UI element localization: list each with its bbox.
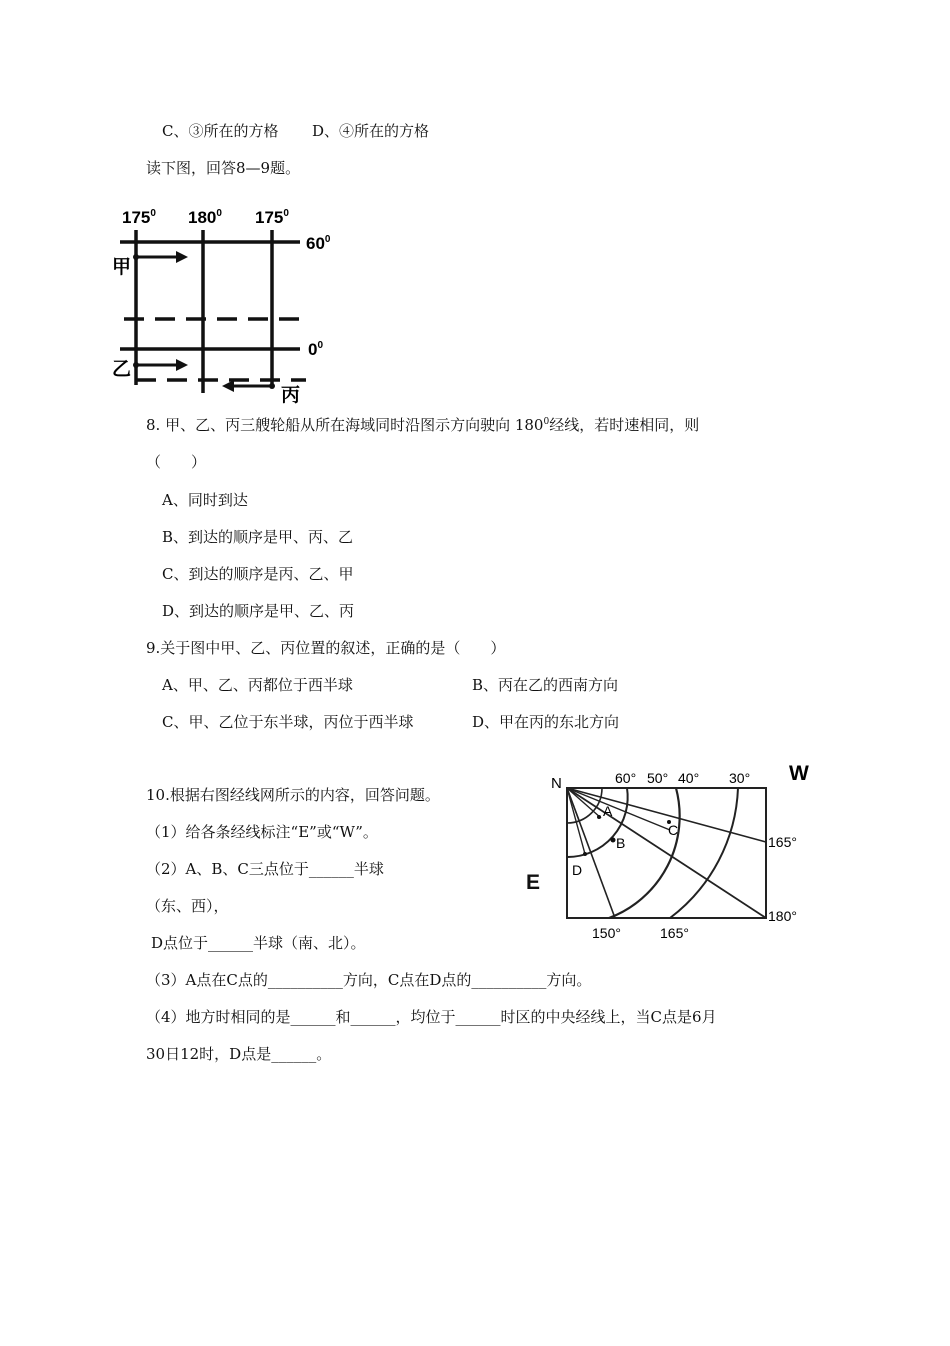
intro-text: 读下图，回答8—9题。: [146, 159, 301, 177]
q10-part4a: （4）地方时相同的是______和______，均位于______时区的中央经线上，当C点是6月: [146, 1008, 717, 1026]
q8-answer-blank: （ ）: [146, 453, 207, 471]
q10-part1: （1）给各条经线标注“E”或“W”。: [146, 823, 378, 841]
ship-bing-arrowhead: [222, 380, 234, 392]
label-lat-30: 30°: [729, 770, 751, 786]
label-ship-jia: 甲: [112, 257, 132, 278]
ship-jia-arrowhead: [176, 251, 188, 263]
lat-arc-40: [609, 788, 680, 918]
q7-option-c: C、③所在的方格: [162, 122, 279, 140]
figure-ship-grid: [110, 205, 340, 405]
label-lat-60: 60°: [615, 770, 637, 786]
label-E: E: [526, 871, 541, 894]
label-point-A: A: [603, 803, 613, 819]
label-lat-40: 40°: [678, 770, 700, 786]
label-lat-60: $60^0$: [306, 234, 331, 253]
q10-part3: （3）A点在C点的__________方向，C点在D点的__________方向。: [146, 971, 592, 989]
q10-part2b: （东、西），: [146, 897, 229, 915]
point-A: [597, 815, 601, 819]
label-lon-175-left: $175^0$: [122, 208, 156, 227]
q8-stem-sup: 0: [543, 417, 550, 427]
label-lat-50: 50°: [647, 770, 669, 786]
q8-stem: [146, 415, 699, 435]
label-ship-bing: 丙: [281, 385, 301, 405]
label-lon-150-bottom: 150°: [592, 925, 621, 941]
label-point-B: B: [616, 835, 626, 851]
q9-option-a: A、甲、乙、丙都位于西半球: [162, 676, 353, 694]
q9-option-b: B、丙在乙的西南方向: [472, 676, 619, 694]
label-lon-180: $180^0$: [188, 208, 222, 227]
point-B: [611, 838, 616, 843]
label-lon-175-right: $175^0$: [255, 208, 289, 227]
figure-polar-grid: [545, 760, 845, 950]
q8-stem-after: 经线，若时速相同，则: [549, 416, 700, 434]
q8-option-c: C、到达的顺序是丙、乙、甲: [162, 565, 354, 583]
label-lat-0: $0^0$: [308, 340, 324, 359]
q8-option-d: D、到达的顺序是甲、乙、丙: [162, 602, 355, 620]
q7-option-d: D、④所在的方格: [312, 122, 430, 140]
ship-yi-arrowhead: [176, 359, 188, 371]
meridian-ray-3: [567, 788, 670, 830]
q9-stem: 9.关于图中甲、乙、丙位置的叙述，正确的是（ ）: [146, 639, 506, 657]
q10-part4b: 30日12时，D点是______。: [146, 1045, 332, 1063]
q10-part2c: D点位于______半球（南、北）。: [151, 934, 366, 952]
label-point-D: D: [572, 862, 583, 878]
q8-option-b: B、到达的顺序是甲、丙、乙: [162, 528, 354, 546]
q10-part2a: （2）A、B、C三点位于______半球: [146, 860, 384, 878]
label-W: W: [789, 762, 809, 785]
q9-option-d: D、甲在丙的东北方向: [472, 713, 620, 731]
label-lon-165-right: 165°: [768, 834, 797, 850]
q8-stem-before: 8. 甲、乙、丙三艘轮船从所在海域同时沿图示方向驶向 180: [146, 416, 544, 434]
label-point-C: C: [668, 822, 679, 838]
label-ship-yi: 乙: [112, 359, 132, 380]
q8-option-a: A、同时到达: [162, 491, 248, 509]
label-pole-N: N: [551, 775, 562, 792]
q9-option-c: C、甲、乙位于东半球，丙位于西半球: [162, 713, 414, 731]
point-D: [583, 852, 587, 856]
label-lon-180-right: 180°: [768, 908, 797, 924]
q10-stem: 10.根据右图经线网所示的内容，回答问题。: [146, 786, 440, 804]
label-lon-165-bottom: 165°: [660, 925, 689, 941]
